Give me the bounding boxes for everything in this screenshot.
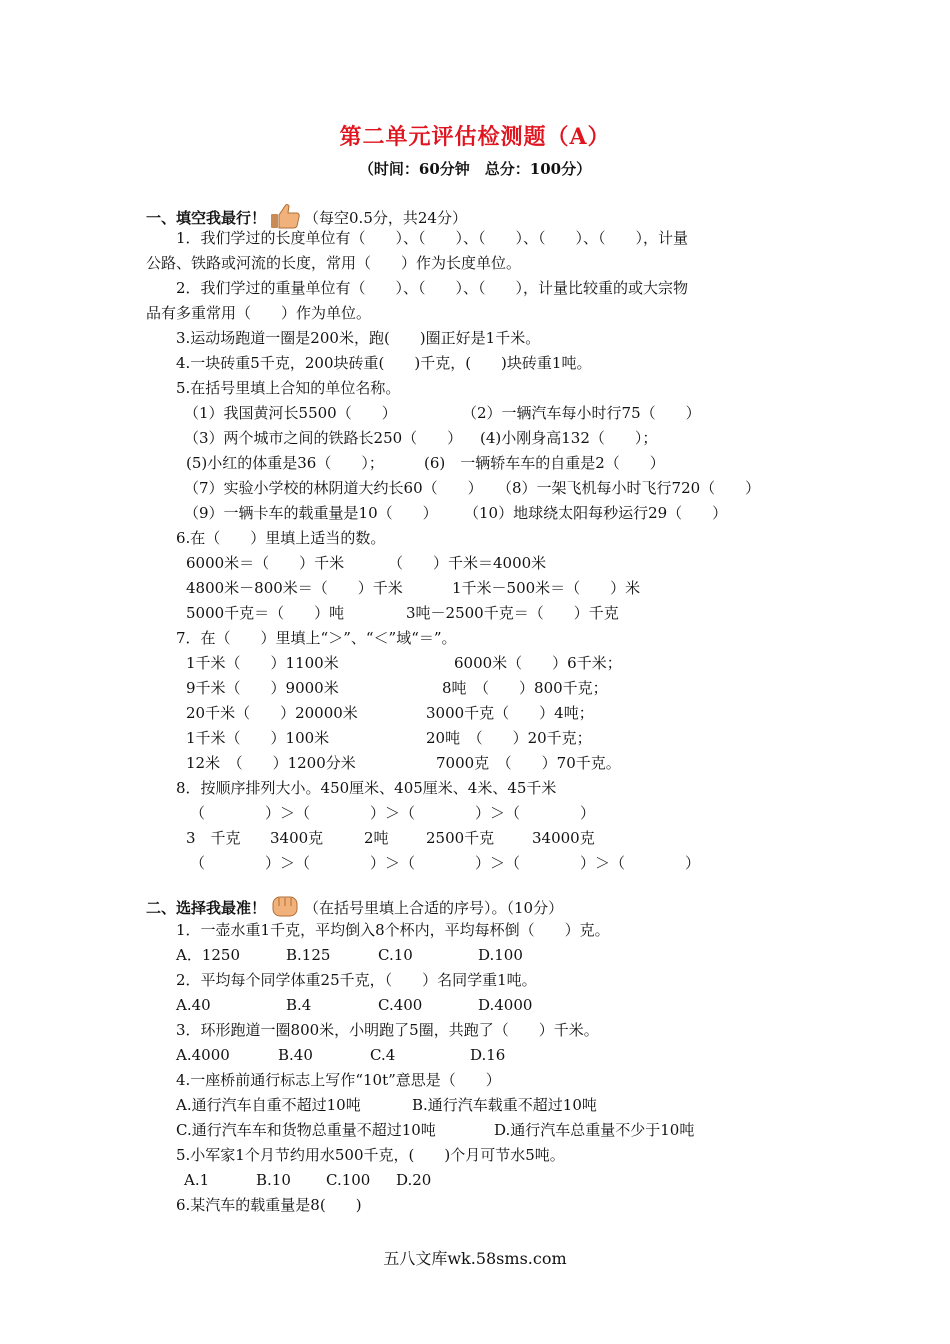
page-subtitle: （时间：60分钟 总分：100分） [358, 160, 592, 178]
q8-heading: 8．按顺序排列大小。450厘米、405厘米、4米、45千米 [176, 779, 557, 797]
q5-item: (4)小刚身高132（ ）； [480, 429, 658, 447]
s2-question: 4.一座桥前通行标志上写作“10t”意思是（ ） [176, 1071, 501, 1089]
q6-item: 3吨－2500千克＝（ ）千克 [406, 604, 619, 622]
footer-watermark: 五八文库wk.58sms.com [383, 1249, 567, 1268]
q5-item: （7）实验小学校的林阴道大约长60（ ） [184, 479, 483, 497]
s2-option: B.通行汽车载重不超过10吨 [412, 1096, 597, 1114]
q5-item: (5)小红的体重是36（ ）； [186, 454, 384, 472]
s2-option: B.125 [286, 946, 331, 964]
s2-option: C.10 [378, 946, 413, 964]
q6-item: 4800米－800米＝（ ）千米 [186, 579, 403, 597]
s2-option: B.10 [256, 1171, 291, 1189]
q7-item: 6000米（ ）6千米； [454, 654, 622, 672]
s2-question: 6.某汽车的载重量是8( ) [176, 1196, 362, 1214]
s2-option: A.40 [176, 996, 211, 1014]
q7-item: 1千米（ ）100米 [186, 729, 330, 747]
q5-item: （8）一架飞机每小时飞行720（ ） [497, 479, 761, 497]
q8-weight: 34000克 [532, 829, 595, 847]
q8-weight: 2吨 [364, 829, 389, 847]
s2-question: 5.小军家1个月节约用水500千克，( )个月可节水5吨。 [176, 1146, 565, 1164]
q5-item: （1）我国黄河长5500（ ） [184, 404, 397, 422]
q7-item: 8吨 （ ）800千克； [442, 679, 608, 697]
q2-line-1: 2．我们学过的重量单位有（ ）、（ ）、（ ），计量比较重的或大宗物 [176, 279, 689, 297]
s2-option: C.100 [326, 1171, 371, 1189]
q4-line: 4.一块砖重5千克，200块砖重( )千克，( )块砖重1吨。 [176, 354, 592, 372]
q7-item: 12米 （ ）1200分米 [186, 754, 356, 772]
q1-line-2: 公路、铁路或河流的长度，常用（ ）作为长度单位。 [146, 254, 522, 272]
section2-heading: 二、选择我最准！ [146, 899, 267, 917]
q7-item: 20吨 （ ）20千克； [426, 729, 592, 747]
s2-option: A.通行汽车自重不超过10吨 [176, 1096, 361, 1114]
q2-line-2: 品有多重常用（ ）作为单位。 [146, 304, 372, 322]
q5-item: （9）一辆卡车的载重量是10（ ） [184, 504, 438, 522]
q3-line: 3.运动场跑道一圈是200米，跑( )圈正好是1千米。 [176, 329, 541, 347]
q8-weight: 2500千克 [426, 829, 495, 847]
q8-blank-row-2: （ ）＞（ ）＞（ ）＞（ ）＞（ ） [190, 854, 701, 872]
q7-item: 7000克 （ ）70千克。 [436, 754, 621, 772]
q7-item: 3000千克（ ）4吨； [426, 704, 594, 722]
s2-question: 2．平均每个同学体重25千克，（ ）名同学重1吨。 [176, 971, 537, 989]
s2-option: B.40 [278, 1046, 313, 1064]
s2-option: C.400 [378, 996, 423, 1014]
q8-weight: 3 千克 [186, 829, 241, 847]
q5-item: （2）一辆汽车每小时行75（ ） [462, 404, 701, 422]
s2-option: D.通行汽车总重量不少于10吨 [494, 1121, 695, 1139]
q5-item: （10）地球绕太阳每秒运行29（ ） [464, 504, 728, 522]
q6-item: 6000米＝（ ）千米 [186, 554, 345, 572]
s2-option: C.4 [370, 1046, 396, 1064]
q6-heading: 6.在（ ）里填上适当的数。 [176, 529, 386, 547]
s2-option: D.4000 [478, 996, 533, 1014]
q5-heading: 5.在括号里填上合知的单位名称。 [176, 379, 401, 397]
section1-note: （每空0.5分，共24分） [304, 209, 467, 227]
q5-item: (6) 一辆轿车车的自重是2（ ） [424, 454, 665, 472]
s2-question: 3．环形跑道一圈800米，小明跑了5圈，共跑了（ ）千米。 [176, 1021, 599, 1039]
q6-item: 1千米－500米＝（ ）米 [452, 579, 641, 597]
q6-item: 5000千克＝（ ）吨 [186, 604, 345, 622]
q1-line-1: 1．我们学过的长度单位有（ ）、（ ）、（ ）、（ ）、（ ），计量 [176, 229, 689, 247]
q8-blank-row-1: （ ）＞（ ）＞（ ）＞（ ） [190, 804, 596, 822]
q7-item: 1千米（ ）1100米 [186, 654, 339, 672]
s2-option: D.100 [478, 946, 523, 964]
section2-note: （在括号里填上合适的序号）。（10分） [304, 899, 564, 917]
q8-weight: 3400克 [270, 829, 324, 847]
q6-item: （ ）千米＝4000米 [388, 554, 547, 572]
s2-option: D.20 [396, 1171, 432, 1189]
q7-item: 9千米（ ）9000米 [186, 679, 339, 697]
s2-option: A.4000 [176, 1046, 230, 1064]
q7-item: 20千米（ ）20000米 [186, 704, 358, 722]
page-title: 第二单元评估检测题（A） [339, 124, 611, 150]
s2-question: 1．一壶水重1千克，平均倒入8个杯内，平均每杯倒（ ）克。 [176, 921, 610, 939]
s2-option: A.1 [184, 1171, 210, 1189]
s2-option: A．1250 [176, 946, 241, 964]
s2-option: B.4 [286, 996, 312, 1014]
q7-heading: 7．在（ ）里填上“＞”、“＜”域“＝”。 [176, 629, 457, 647]
s2-option: D.16 [470, 1046, 506, 1064]
section1-heading: 一、填空我最行！ [146, 209, 267, 227]
s2-option: C.通行汽车车和货物总重量不超过10吨 [176, 1121, 436, 1139]
q5-item: （3）两个城市之间的铁路长250（ ） [184, 429, 463, 447]
